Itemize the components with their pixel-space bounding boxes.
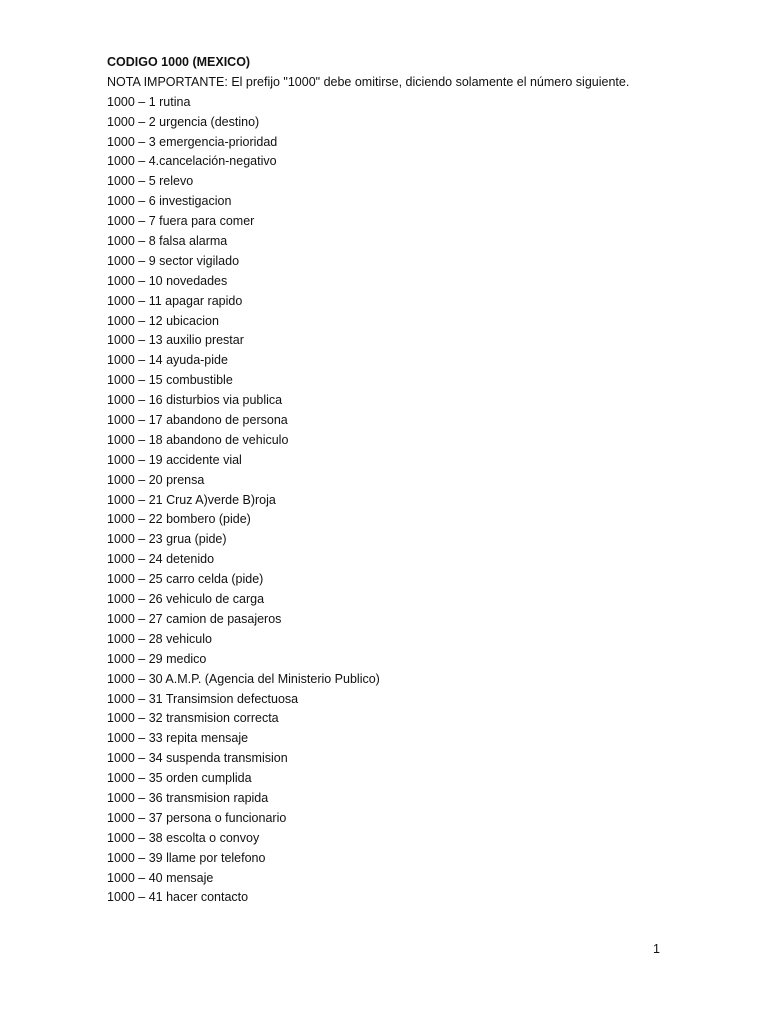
code-list-item: 1000 – 19 accidente vial bbox=[107, 452, 242, 467]
code-list-item: 1000 – 17 abandono de persona bbox=[107, 413, 288, 428]
code-list-item: 1000 – 16 disturbios via publica bbox=[107, 393, 283, 408]
code-list-item: 1000 – 41 hacer contacto bbox=[107, 890, 249, 905]
code-list-item: 1000 – 12 ubicacion bbox=[107, 313, 219, 328]
code-list-item: 1000 – 27 camion de pasajeros bbox=[107, 611, 282, 626]
code-list-item: 1000 – 25 carro celda (pide) bbox=[107, 572, 264, 587]
code-list-item: 1000 – 9 sector vigilado bbox=[107, 253, 240, 268]
document-body bbox=[107, 53, 707, 908]
code-list-item: 1000 – 38 escolta o convoy bbox=[107, 830, 260, 845]
code-list-item: 1000 – 40 mensaje bbox=[107, 870, 214, 885]
code-list-item: 1000 – 23 grua (pide) bbox=[107, 532, 227, 547]
code-list-item: 1000 – 13 auxilio prestar bbox=[107, 333, 244, 348]
code-list-item: 1000 – 37 persona o funcionario bbox=[107, 810, 287, 825]
code-list-item: 1000 – 26 vehiculo de carga bbox=[107, 592, 265, 607]
code-list-item: 1000 – 22 bombero (pide) bbox=[107, 512, 251, 527]
code-list-item: 1000 – 29 medico bbox=[107, 651, 207, 666]
code-list-item: 1000 – 39 llame por telefono bbox=[107, 850, 266, 865]
code-list-item: 1000 – 24 detenido bbox=[107, 552, 215, 567]
code-list-item: 1000 – 33 repita mensaje bbox=[107, 731, 249, 746]
code-list-item: 1000 – 31 Transimsion defectuosa bbox=[107, 691, 299, 706]
code-list-item: 1000 – 7 fuera para comer bbox=[107, 214, 255, 229]
code-list-item: 1000 – 21 Cruz A)verde B)roja bbox=[107, 492, 276, 507]
code-list-item: 1000 – 34 suspenda transmision bbox=[107, 751, 288, 766]
code-list-item: 1000 – 35 orden cumplida bbox=[107, 771, 252, 786]
code-list-item: 1000 – 2 urgencia (destino) bbox=[107, 114, 260, 129]
code-list-item: 1000 – 10 novedades bbox=[107, 273, 228, 288]
code-list-item: 1000 – 4.cancelación-negativo bbox=[107, 154, 277, 169]
code-list-item: 1000 – 32 transmision correcta bbox=[107, 711, 279, 726]
code-list-item: 1000 – 6 investigacion bbox=[107, 194, 232, 209]
important-note: NOTA IMPORTANTE: El prefijo "1000" debe omitirse, diciendo solamente el número siguiente. bbox=[107, 74, 630, 89]
code-list-item: 1000 – 1 rutina bbox=[107, 94, 191, 109]
code-list-item: 1000 – 28 vehiculo bbox=[107, 631, 212, 646]
code-list-item: 1000 – 5 relevo bbox=[107, 174, 194, 189]
page-number: 1 bbox=[653, 942, 660, 956]
code-list-item: 1000 – 3 emergencia-prioridad bbox=[107, 134, 278, 149]
code-list-item: 1000 – 30 A.M.P. (Agencia del Ministerio Publico) bbox=[107, 671, 380, 686]
code-list-item: 1000 – 20 prensa bbox=[107, 472, 205, 487]
document-title: CODIGO 1000 (MEXICO) bbox=[107, 55, 251, 69]
code-list-item: 1000 – 8 falsa alarma bbox=[107, 234, 228, 249]
code-list-item: 1000 – 15 combustible bbox=[107, 373, 233, 388]
code-list-item: 1000 – 11 apagar rapido bbox=[107, 293, 243, 308]
code-list-item: 1000 – 18 abandono de vehiculo bbox=[107, 432, 289, 447]
code-list-item: 1000 – 36 transmision rapida bbox=[107, 790, 269, 805]
code-list-item: 1000 – 14 ayuda-pide bbox=[107, 353, 228, 368]
code-list bbox=[107, 93, 707, 909]
